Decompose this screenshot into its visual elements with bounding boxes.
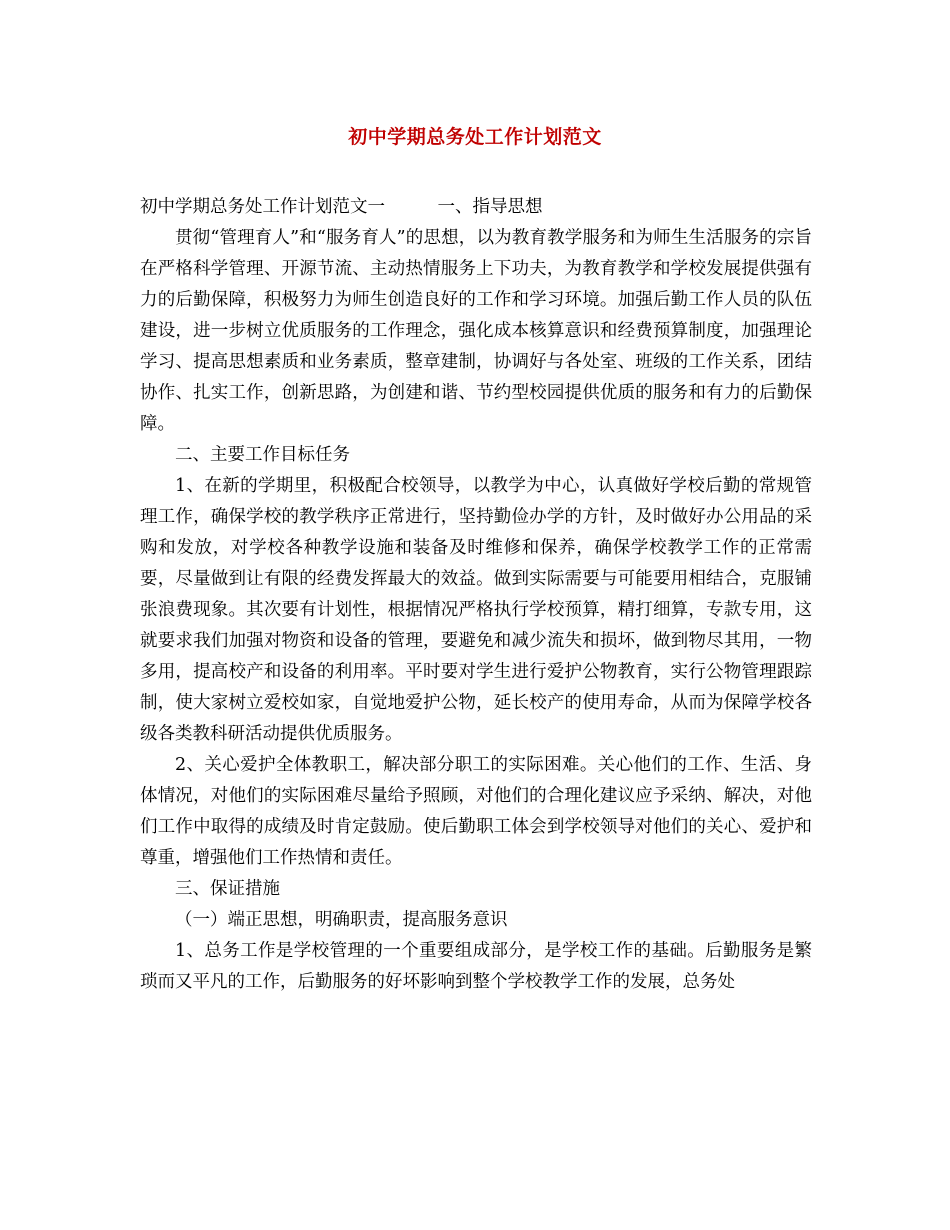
paragraph-guiding-thought: 贯彻“管理育人”和“服务育人”的思想，以为教育教学服务和为师生生活服务的宗旨在严格科学管理、开源节流、主动热情服务上下功夫，为教育教学和学校发展提供强有力的后勤保障，积极努力为师生创造良好的工作和学习环境。加强后勤工作人员的队伍建设，进一步树立优质服务的工作理念，强化成本核算意识和经费预算制度，加强理论学习、提高思想素质和业务素质，整章建制，协调好与各处室、班级的工作关系，团结协作、扎实工作，创新思路，为创建和谐、节约型校园提供优质的服务和有力的后勤保障。 <box>140 228 812 434</box>
document-title: 初中学期总务处工作计划范文 <box>348 126 602 148</box>
paragraph-goal-2: 2、关心爱护全体教职工，解决部分职工的实际困难。关心他们的工作、生活、身体情况，对他们的实际困难尽量给予照顾，对他们的合理化建议应予采纳、解决，对他们工作中取得的成绩及时肯定鼓励。使后勤职工体会到学校领导对他们的关心、爱护和尊重，增强他们工作热情和责任。 <box>140 755 812 868</box>
paragraph-goal-1: 1、在新的学期里，积极配合校领导，以教学为中心，认真做好学校后勤的常规管理工作，确保学校的教学秩序正常进行，坚持勤俭办学的方针，及时做好办公用品的采购和发放，对学校各种教学设施和装备及时维修和保养，确保学校教学工作的正常需要，尽量做到让有限的经费发挥最大的效益。做到实际需要与可能要用相结合，克服铺张浪费现象。其次要有计划性，根据情况严格执行学校预算，精打细算，专款专用，这就要求我们加强对物资和设备的管理，要避免和减少流失和损坏，做到物尽其用，一物多用，提高校产和设备的利用率。平时要对学生进行爱护公物教育，实行公物管理跟踪制，使大家树立爱校如家，自觉地爱护公物，延长校产的使用寿命，从而为保障学校各级各类教科研活动提供优质服务。 <box>140 476 812 744</box>
heading-main-goals: 二、主要工作目标任务 <box>175 445 350 465</box>
heading-measures: 三、保证措施 <box>175 879 280 899</box>
document-body <box>140 192 812 998</box>
subheading-measure-1: （一）端正思想，明确职责，提高服务意识 <box>175 910 508 930</box>
paragraph-measure-1: 1、总务工作是学校管理的一个重要组成部分，是学校工作的基础。后勤服务是繁琐而又平凡的工作，后勤服务的好坏影响到整个学校教学工作的发展，总务处 <box>140 941 812 992</box>
lead-line: 初中学期总务处工作计划范文一 一、指导思想 <box>140 197 543 217</box>
